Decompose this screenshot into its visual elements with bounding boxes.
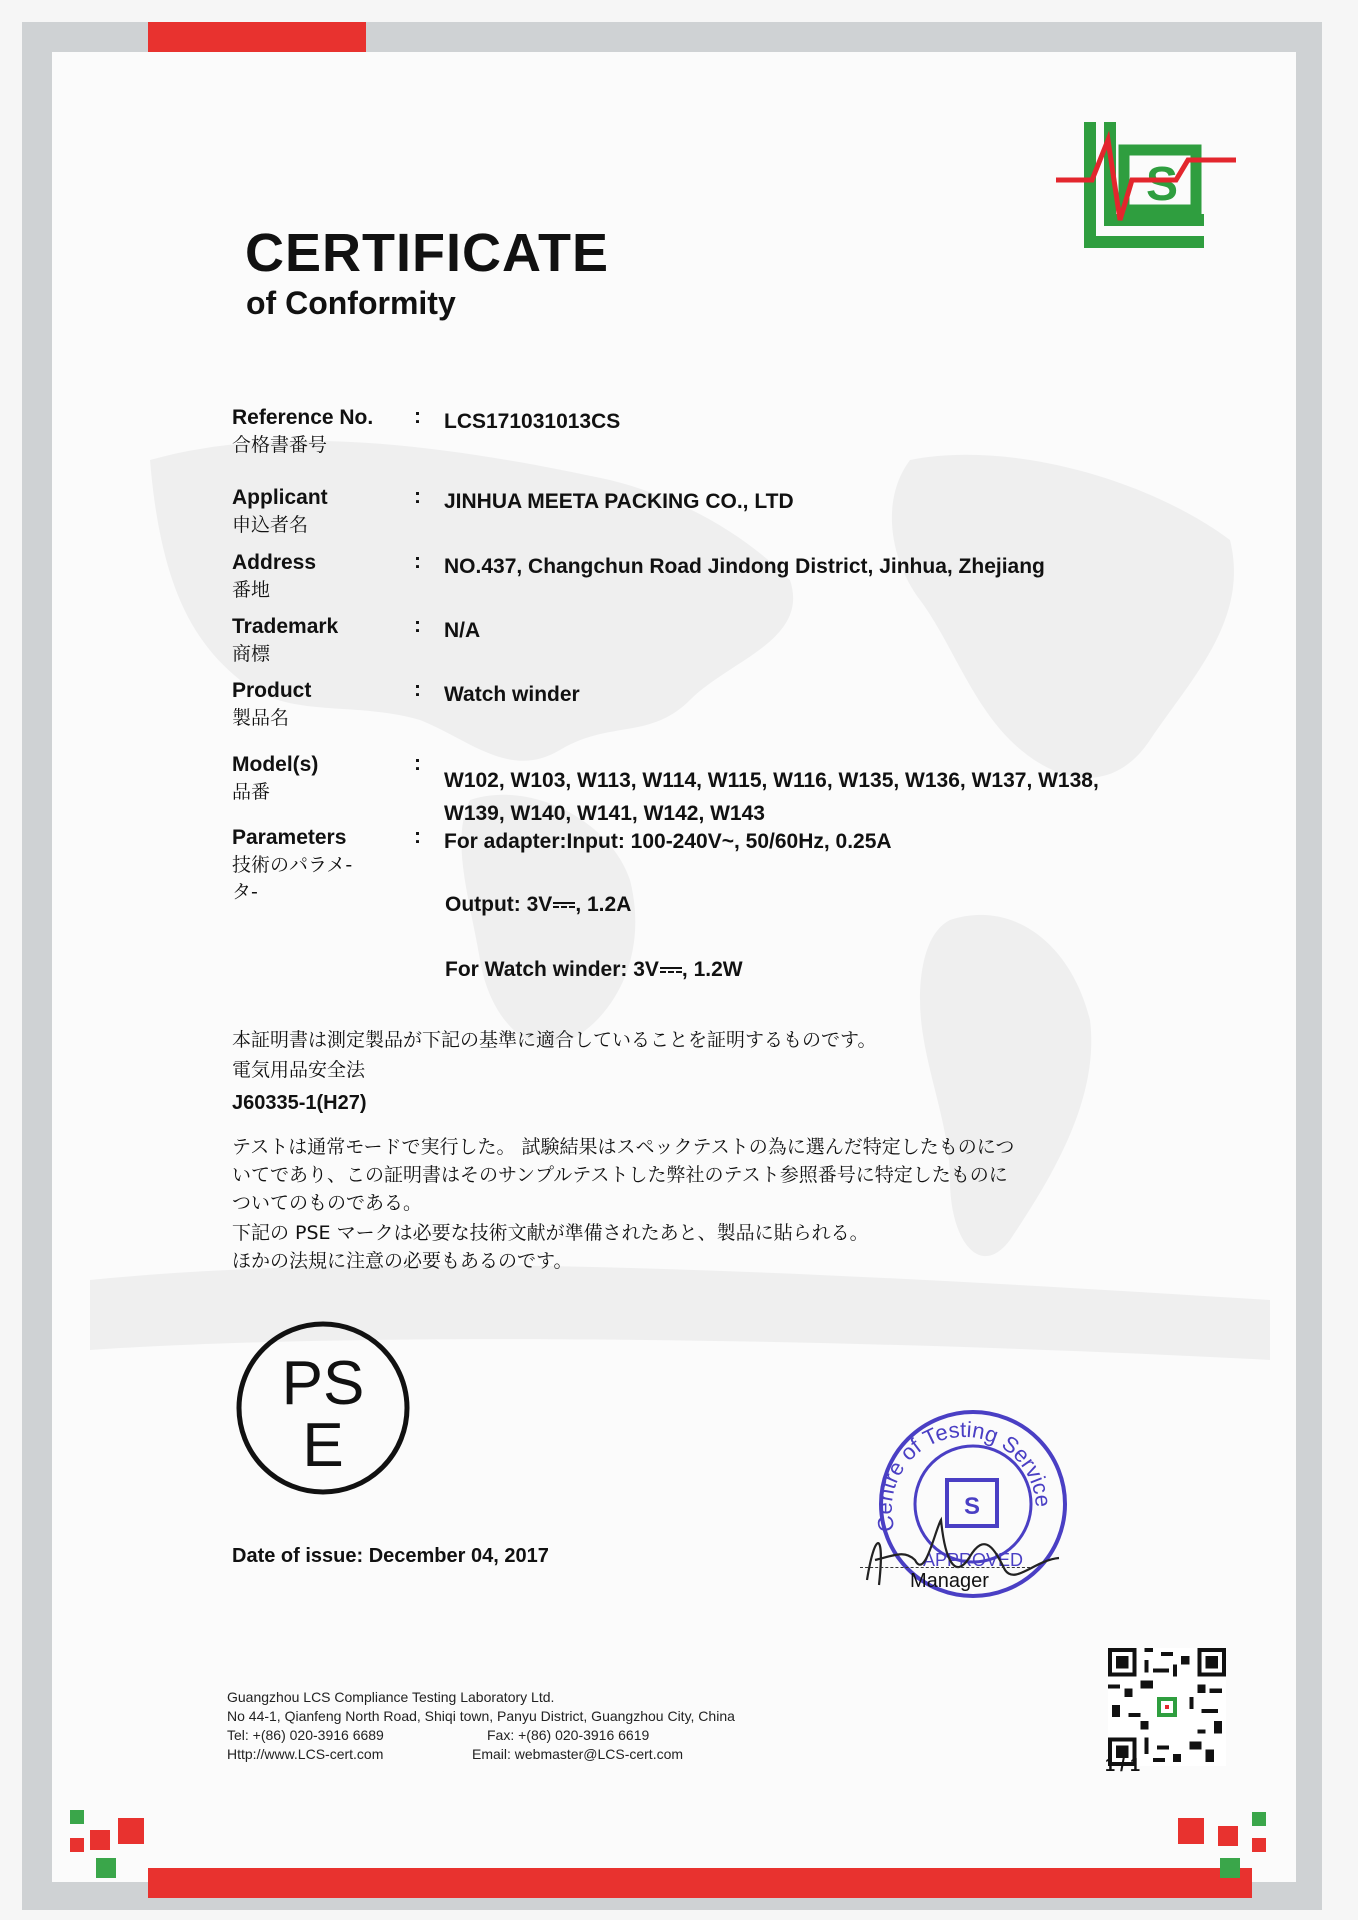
lcs-logo: [1056, 120, 1236, 250]
field-colon: :: [414, 485, 421, 508]
corner-dot: [118, 1818, 144, 1844]
field-label: Model(s): [232, 753, 319, 776]
corner-dot: [1252, 1838, 1266, 1852]
corner-dot: [70, 1838, 84, 1852]
field-colon: :: [414, 550, 421, 573]
certificate-subtitle: of Conformity: [246, 285, 456, 321]
stamp-ring-text: Centre of Testing Service: [871, 1416, 1056, 1534]
statement-paragraph-line: いてであり、この証明書はそのサンプルテストした弊社のテスト参照番号に特定したものに: [232, 1164, 1008, 1186]
statement-paragraph-line: テストは通常モードで実行した。 試験結果はスペックテストの為に選んだ特定したものにつ: [232, 1136, 1015, 1158]
output-parameter: [445, 893, 631, 917]
field-value: N/A: [444, 619, 481, 642]
statement-paragraph-line: ついてのものである。: [232, 1192, 423, 1214]
output-suffix: , 1.2A: [575, 893, 632, 916]
field-label: Trademark: [232, 615, 339, 638]
field-label-jp: 申込者名: [232, 514, 309, 536]
stamp-logo-letter: S: [963, 1493, 981, 1520]
winder-parameter: [445, 958, 743, 982]
stamp-approved-text: APPROVED: [922, 1550, 1024, 1570]
statement-line: 本証明書は測定製品が下記の基準に適合していることを証明するものです。: [232, 1029, 877, 1051]
field-colon: :: [414, 405, 421, 428]
field-label: Product: [232, 679, 312, 702]
field-colon: :: [414, 825, 421, 848]
footer-fax: Fax: +(86) 020-3916 6619: [487, 1727, 650, 1743]
field-colon: :: [414, 614, 421, 637]
winder-suffix: , 1.2W: [681, 958, 743, 981]
field-label: Parameters: [232, 826, 347, 849]
footer-email[interactable]: Email: webmaster@LCS-cert.com: [472, 1746, 684, 1762]
corner-dot: [1178, 1818, 1204, 1844]
field-label: Applicant: [232, 486, 328, 509]
footer-tel: Tel: +(86) 020-3916 6689: [227, 1727, 384, 1743]
bottom-red-bar: [148, 1868, 1252, 1898]
field-label-jp: 商標: [232, 643, 271, 665]
field-colon: :: [414, 752, 421, 775]
field-label: Address: [232, 551, 317, 574]
page-number: 1 / 1: [1105, 1755, 1141, 1775]
statement-paragraph-line: 下記の PSE マークは必要な技術文献が準備されたあと、製品に貼られる。: [232, 1222, 869, 1244]
standard-code: J60335-1(H27): [232, 1092, 367, 1114]
field-label-jp: 技術のパラメ-: [232, 854, 353, 876]
corner-dot: [96, 1858, 116, 1878]
field-value: W139, W140, W141, W142, W143: [444, 802, 765, 825]
field-value: Watch winder: [444, 683, 580, 706]
top-red-bar: [148, 22, 366, 52]
footer-company: Guangzhou LCS Compliance Testing Laboratory Ltd.: [227, 1689, 555, 1705]
winder-prefix: For Watch winder: 3V: [445, 958, 659, 981]
field-label-jp: 品番: [232, 781, 271, 803]
field-colon: :: [414, 678, 421, 701]
corner-dot: [70, 1810, 84, 1824]
field-value: LCS171031013CS: [444, 410, 621, 433]
field-value: W102, W103, W113, W114, W115, W116, W135, W136, W137, W138,: [444, 769, 1099, 792]
corner-dot: [90, 1830, 110, 1850]
statement-paragraph-line: ほかの法規に注意の必要もあるのです。: [232, 1250, 573, 1272]
field-label-jp: タ-: [232, 881, 258, 903]
output-prefix: Output: 3V: [445, 893, 553, 916]
field-label-jp: 番地: [232, 579, 271, 601]
field-value: NO.437, Changchun Road Jindong District, Jinhua, Zhejiang: [444, 555, 1045, 578]
field-value: JINHUA MEETA PACKING CO., LTD: [444, 490, 794, 513]
corner-dot: [1220, 1858, 1240, 1878]
corner-dot: [1218, 1826, 1238, 1846]
law-name: 電気用品安全法: [232, 1059, 366, 1081]
qr-code[interactable]: [1108, 1648, 1226, 1766]
pse-mark: [233, 1318, 413, 1498]
footer-web[interactable]: Http://www.LCS-cert.com: [227, 1746, 384, 1762]
field-label: Reference No.: [232, 406, 374, 429]
field-label-jp: 合格書番号: [232, 434, 328, 456]
signature-line: [860, 1567, 1030, 1568]
certificate-title: CERTIFICATE: [245, 223, 609, 283]
field-value: For adapter:Input: 100-240V~, 50/60Hz, 0.25A: [444, 830, 892, 853]
signatory-title: Manager: [910, 1570, 989, 1592]
issue-date: Date of issue: December 04, 2017: [232, 1545, 549, 1567]
pse-bottom-letter: E: [302, 1411, 344, 1480]
dc-symbol-icon: [553, 900, 575, 910]
dc-symbol-icon: [660, 965, 682, 975]
footer-address: No 44-1, Qianfeng North Road, Shiqi town, Panyu District, Guangzhou City, China: [227, 1708, 735, 1724]
field-label-jp: 製品名: [232, 707, 290, 729]
corner-dot: [1252, 1812, 1266, 1826]
logo-letter: S: [1145, 158, 1179, 211]
pse-top-letters: PS: [281, 1349, 365, 1418]
